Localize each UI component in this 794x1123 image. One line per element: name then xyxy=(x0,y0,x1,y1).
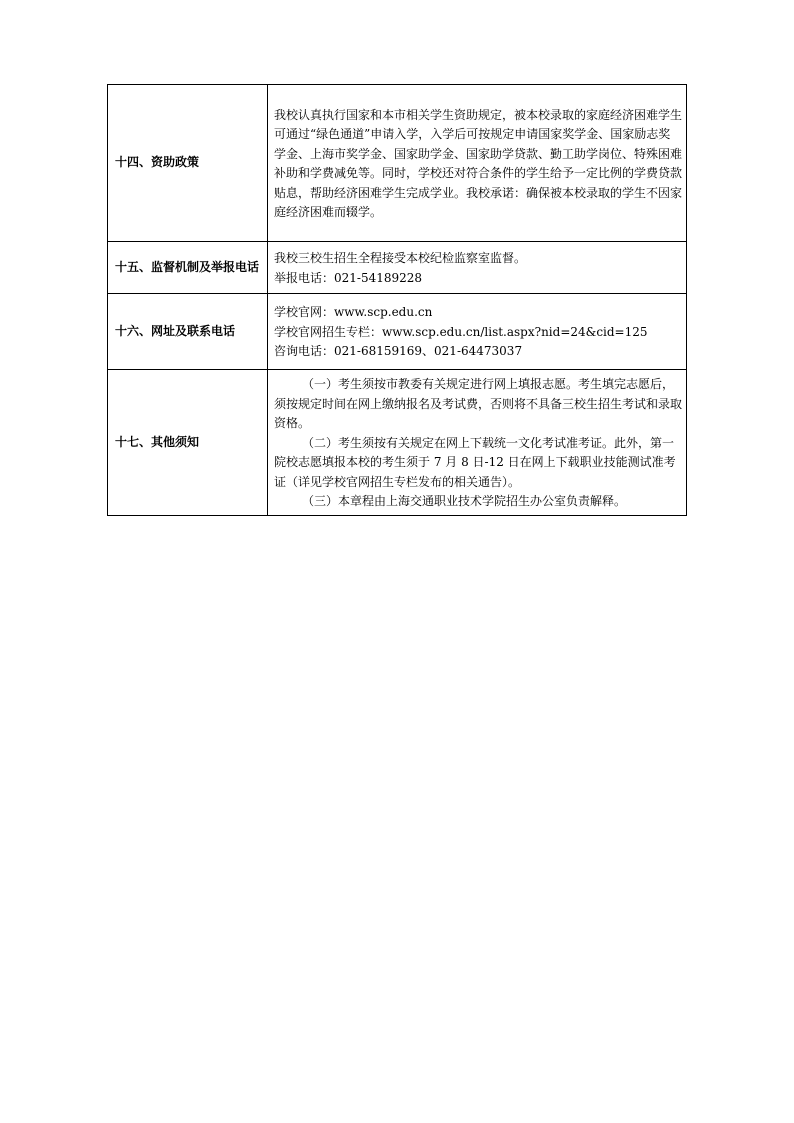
consult-phone-text: 咨询电话：021-68159169、021-64473037 xyxy=(274,344,523,359)
financial-aid-text: 我校认真执行国家和本市相关学生资助规定，被本校录取的家庭经济困难学生可通过“绿色通道”申请入学，入学后可按规定申请国家奖学金、国家励志奖学金、上海市奖学金、国家助学金、国家助学贷款、勤工助学岗位、特殊困难补助和学费减免等。同时，学校还对符合条件的学生给予一定比例的学费贷款贴息，帮助经济困难学生完成学业。我校承诺：确保被本校录取的学生不因家庭经济困难而辍学。 xyxy=(274,107,683,219)
table-row-financial-aid xyxy=(108,85,687,242)
section-label-supervision: 十五、监督机制及举报电话 xyxy=(108,242,268,294)
section-content-contact xyxy=(268,294,687,370)
table-row-supervision xyxy=(108,242,687,294)
admissions-info-table xyxy=(107,84,687,516)
section-content-financial-aid xyxy=(268,85,687,242)
notice-item-1: （一）考生须按市教委有关规定进行网上填报志愿。考生填完志愿后，须按规定时间在网上缴纳报名及考试费，否则将不具备三校生招生考试和录取资格。 xyxy=(274,377,683,431)
supervision-text: 我校三校生招生全程接受本校纪检监察室监督。 xyxy=(274,251,527,265)
section-label-other-notices: 十七、其他须知 xyxy=(108,370,268,516)
admissions-page-link[interactable]: 学校官网招生专栏：www.scp.edu.cn/list.aspx?nid=24&cid=125 xyxy=(274,324,648,339)
table-row-contact xyxy=(108,294,687,370)
notice-item-2: （二）考生须按有关规定在网上下载统一文化考试准考证。此外，第一院校志愿填报本校的考生须于 7 月 8 日-12 日在网上下载职业技能测试准考证（详见学校官网招生专栏发布的相关通告）。 xyxy=(274,435,676,489)
table-row-other-notices xyxy=(108,370,687,516)
website-link[interactable]: 学校官网：www.scp.edu.cn xyxy=(274,305,433,320)
report-phone-text: 举报电话：021-54189228 xyxy=(274,270,423,285)
section-content-other-notices xyxy=(268,370,687,516)
section-content-supervision xyxy=(268,242,687,294)
notice-item-3: （三）本章程由上海交通职业技术学院招生办公室负责解释。 xyxy=(302,494,627,509)
section-label-contact: 十六、网址及联系电话 xyxy=(108,294,268,370)
section-label-financial-aid: 十四、资助政策 xyxy=(108,85,268,242)
